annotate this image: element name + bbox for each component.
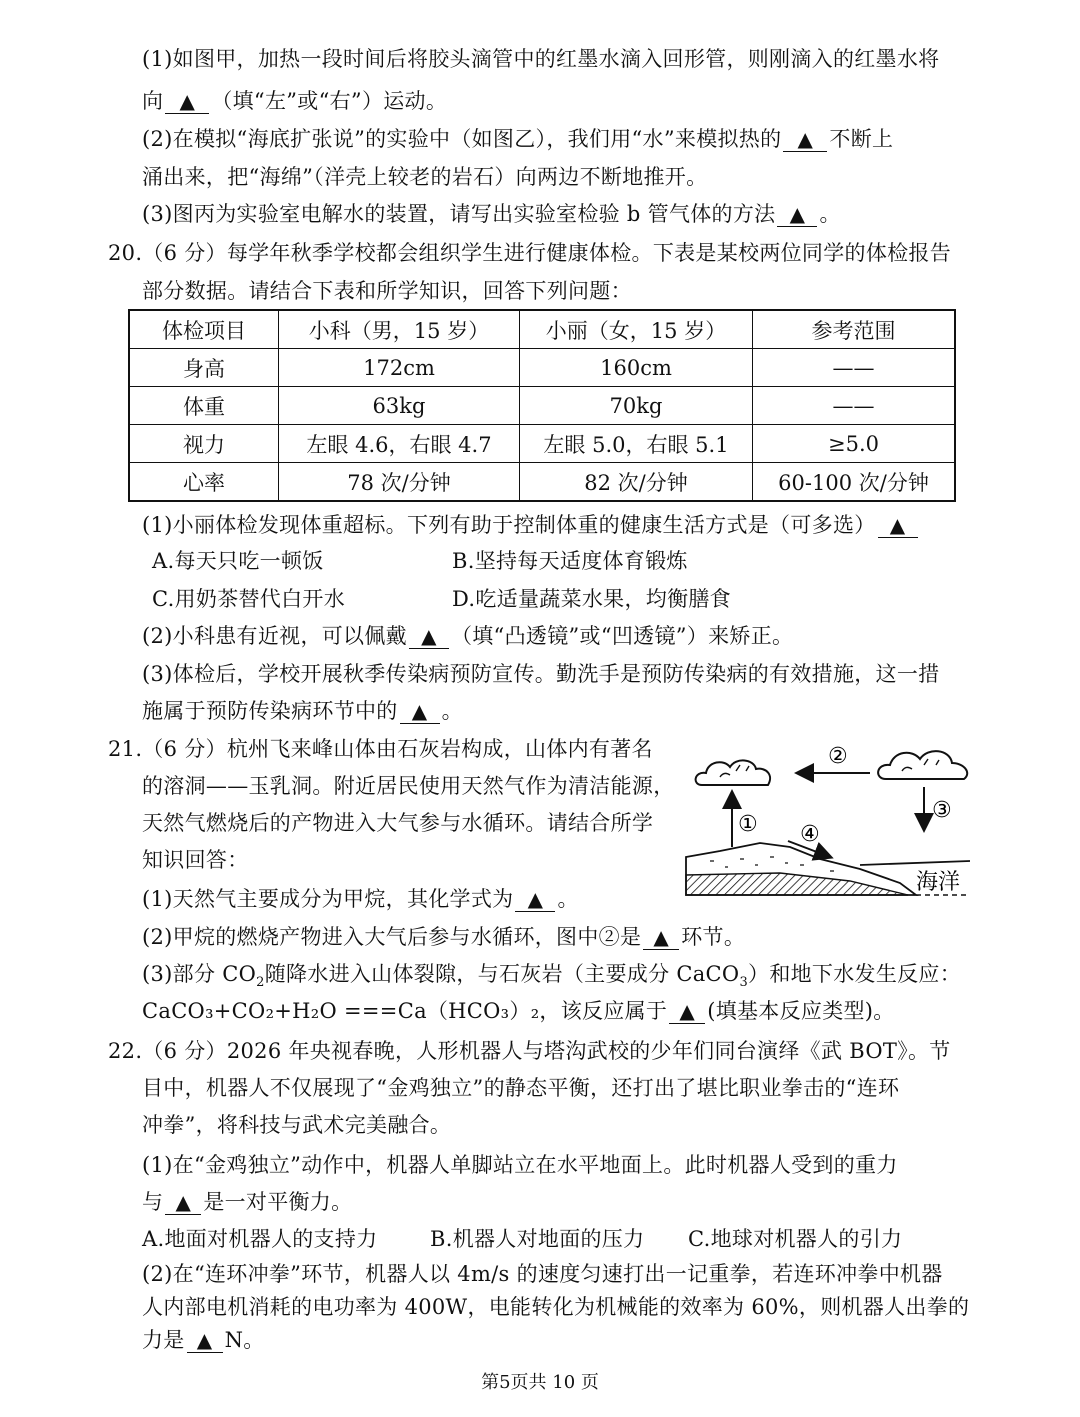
q19-sub3-text: (3)图丙为实验室电解水的装置，请写出实验室检验 b 管气体的方法	[142, 202, 776, 226]
blank-triangle-icon: ▲	[421, 624, 437, 648]
water-cycle-diagram	[680, 735, 970, 909]
table-cell: 160cm	[520, 349, 753, 387]
table-cell: ——	[753, 387, 956, 425]
table-header-cell: 参考范围	[753, 310, 956, 349]
q20-sub3-text-post: 。	[441, 699, 463, 723]
blank-triangle-icon: ▲	[196, 1328, 213, 1352]
blank-triangle-icon: ▲	[527, 887, 544, 911]
subscript-3: 3	[739, 975, 749, 991]
q21-sub2-text: (2)甲烷的燃烧产物进入大气后参与水循环，图中②是	[142, 925, 642, 949]
blank-triangle-icon: ▲	[411, 699, 428, 723]
table-cell: 视力	[129, 425, 279, 463]
q21-sub3-equation: CaCO₃+CO₂+H₂O ===Ca（HCO₃）₂，该反应属于	[142, 999, 668, 1023]
q21-sub2	[142, 922, 745, 952]
q19-sub1-line2	[142, 86, 447, 116]
blank-triangle-icon: ▲	[679, 999, 696, 1023]
table-header-cell: 体检项目	[129, 310, 279, 349]
q20-sub3-line1: (3)体检后，学校开展秋季传染病预防宣传。勤洗手是预防传染病的有效措施，这一措	[142, 662, 940, 686]
table-cell: 70kg	[520, 387, 753, 425]
q20-sub2-text: (2)小科患有近视，可以佩戴	[142, 624, 407, 648]
answer-blank[interactable]	[515, 887, 555, 912]
q20-stem-line2: 部分数据。请结合下表和所学知识，回答下列问题：	[142, 279, 632, 303]
q22-option-b[interactable]: B.机器人对地面的压力	[430, 1227, 645, 1251]
q20-option-d[interactable]: D.吃适量蔬菜水果，均衡膳食	[452, 587, 731, 611]
q20-stem-line1: 20.（6 分）每学年秋季学校都会组织学生进行健康体检。下表是某校两位同学的体检报告	[108, 241, 952, 265]
q21-sub3-text-b: 随降水进入山体裂隙，与石灰岩（主要成分 CaCO	[264, 962, 740, 986]
answer-blank[interactable]	[669, 999, 705, 1024]
table-header-cell: 小科（男，15 岁）	[279, 310, 520, 349]
ocean-label: 海洋	[916, 870, 961, 895]
blank-triangle-icon: ▲	[889, 513, 906, 537]
blank-triangle-icon: ▲	[789, 202, 806, 226]
q21-sub1	[142, 884, 579, 914]
table-cell: 63kg	[279, 387, 520, 425]
answer-blank[interactable]	[878, 513, 918, 538]
q19-sub1-text-post: （填“左”或“右”）运动。	[211, 89, 448, 113]
q22-sub1-line1: (1)在“金鸡独立”动作中，机器人单脚站立在水平地面上。此时机器人受到的重力	[142, 1153, 898, 1177]
table-cell: 左眼 5.0，右眼 5.1	[520, 425, 753, 463]
q19-sub3-text-post: 。	[819, 202, 841, 226]
q21-sub2-text-post: 环节。	[681, 925, 746, 949]
health-report-table	[128, 309, 956, 502]
q19-sub1-line1: (1)如图甲，加热一段时间后将胶头滴管中的红墨水滴入回形管，则刚滴入的红墨水将	[142, 47, 940, 71]
table-row	[129, 463, 955, 502]
answer-blank[interactable]	[409, 624, 449, 649]
q21-sub1-text-post: 。	[557, 887, 579, 911]
q20-sub1-text: (1)小丽体检发现体重超标。下列有助于控制体重的健康生活方式是（可多选）	[142, 513, 876, 537]
table-cell: 172cm	[279, 349, 520, 387]
q22-sub2-text-post: N。	[224, 1328, 265, 1352]
blank-triangle-icon: ▲	[175, 1190, 192, 1214]
table-header-cell: 小丽（女，15 岁）	[520, 310, 753, 349]
q20-sub3-line2	[142, 696, 463, 726]
blank-triangle-icon: ▲	[179, 89, 196, 113]
q19-sub1-text: 向	[142, 89, 164, 113]
q21-stem-line3: 天然气燃烧后的产物进入大气参与水循环。请结合所学	[142, 811, 654, 835]
q22-stem-line1: 22.（6 分）2026 年央视春晚，人形机器人与塔沟武校的少年们同台演绎《武 BOT》。节	[108, 1039, 951, 1063]
answer-blank[interactable]	[187, 1328, 223, 1353]
q19-sub3	[142, 199, 841, 229]
q22-sub1-text: 与	[142, 1190, 164, 1214]
subscript-2: 2	[256, 975, 265, 991]
q20-sub2	[142, 621, 793, 651]
table-row	[129, 425, 955, 463]
table-row	[129, 387, 955, 425]
q21-sub3-line1	[142, 959, 961, 998]
q22-sub2-line2: 人内部电机消耗的电功率为 400W，电能转化为机械能的效率为 60%，则机器人出拳的	[142, 1295, 970, 1319]
answer-blank[interactable]	[400, 699, 440, 724]
cloud-right-icon	[878, 751, 967, 779]
answer-blank[interactable]	[165, 89, 209, 114]
page-footer: 第5页共 10 页	[481, 1372, 599, 1393]
q19-sub2-line1	[142, 124, 893, 154]
diagram-label-1: ①	[738, 812, 758, 837]
q19-sub2-text-post: 不断上	[829, 127, 894, 151]
table-cell: 心率	[129, 463, 279, 502]
table-cell: 体重	[129, 387, 279, 425]
answer-blank[interactable]	[777, 202, 817, 227]
q21-sub3-line2	[142, 996, 895, 1026]
q21-stem-line4: 知识回答：	[142, 848, 249, 872]
table-cell: 身高	[129, 349, 279, 387]
q22-stem-line2: 目中，机器人不仅展现了“金鸡独立”的静态平衡，还打出了堪比职业拳击的“连环	[142, 1076, 900, 1100]
q21-sub3-text-c: ）和地下水发生反应：	[748, 962, 962, 986]
blank-triangle-icon: ▲	[797, 127, 814, 151]
answer-blank[interactable]	[165, 1190, 201, 1215]
diagram-label-2: ②	[828, 744, 848, 769]
q21-stem-line1: 21.（6 分）杭州飞来峰山体由石灰岩构成，山体内有著名	[108, 737, 653, 761]
q22-sub2-text: 力是	[142, 1328, 185, 1352]
table-cell: 左眼 4.6，右眼 4.7	[279, 425, 520, 463]
table-cell: ≥5.0	[753, 425, 956, 463]
table-header-row	[129, 310, 955, 349]
answer-blank[interactable]	[643, 925, 679, 950]
table-cell: 78 次/分钟	[279, 463, 520, 502]
q19-sub2-text: (2)在模拟“海底扩张说”的实验中（如图乙），我们用“水”来模拟热的	[142, 127, 782, 151]
answer-blank[interactable]	[783, 127, 827, 152]
q22-option-c[interactable]: C.地球对机器人的引力	[688, 1227, 903, 1251]
q22-stem-line3: 冲拳”，将科技与武术完美融合。	[142, 1113, 452, 1137]
cloud-left-icon	[696, 760, 770, 785]
table-row	[129, 349, 955, 387]
table-cell: ——	[753, 349, 956, 387]
diagram-label-3: ③	[932, 798, 952, 823]
q21-stem-line2: 的溶洞——玉乳洞。附近居民使用天然气作为清洁能源，	[142, 774, 675, 798]
q21-sub1-text: (1)天然气主要成分为甲烷，其化学式为	[142, 887, 514, 911]
q22-sub1-line2	[142, 1187, 352, 1217]
diagram-label-4: ④	[800, 822, 820, 847]
q22-sub1-text-post: 是一对平衡力。	[203, 1190, 353, 1214]
q20-option-a[interactable]: A.每天只吃一顿饭	[152, 549, 324, 573]
blank-triangle-icon: ▲	[653, 925, 670, 949]
q21-sub3-text-a: (3)部分 CO	[142, 962, 257, 986]
q21-sub3-text-post: (填基本反应类型)。	[707, 999, 895, 1023]
q20-sub2-text-post: （填“凸透镜”或“凹透镜”）来矫正。	[450, 624, 794, 648]
q20-sub3-text: 施属于预防传染病环节中的	[142, 699, 398, 723]
table-cell: 60-100 次/分钟	[753, 463, 956, 502]
q20-option-b[interactable]: B.坚持每天适度体育锻炼	[452, 549, 688, 573]
sea-surface	[860, 861, 970, 865]
q22-sub2-line3	[142, 1325, 265, 1355]
q20-sub1	[142, 510, 920, 540]
q22-sub2-line1: (2)在“连环冲拳”环节，机器人以 4m/s 的速度匀速打出一记重拳，若连环冲拳中机器	[142, 1262, 943, 1286]
q22-option-a[interactable]: A.地面对机器人的支持力	[142, 1227, 378, 1251]
q20-option-c[interactable]: C.用奶茶替代白开水	[152, 587, 345, 611]
q19-sub2-line2: 涌出来，把“海绵”（洋壳上较老的岩石）向两边不断地推开。	[142, 165, 708, 189]
table-cell: 82 次/分钟	[520, 463, 753, 502]
bedrock-hatch	[686, 873, 908, 895]
